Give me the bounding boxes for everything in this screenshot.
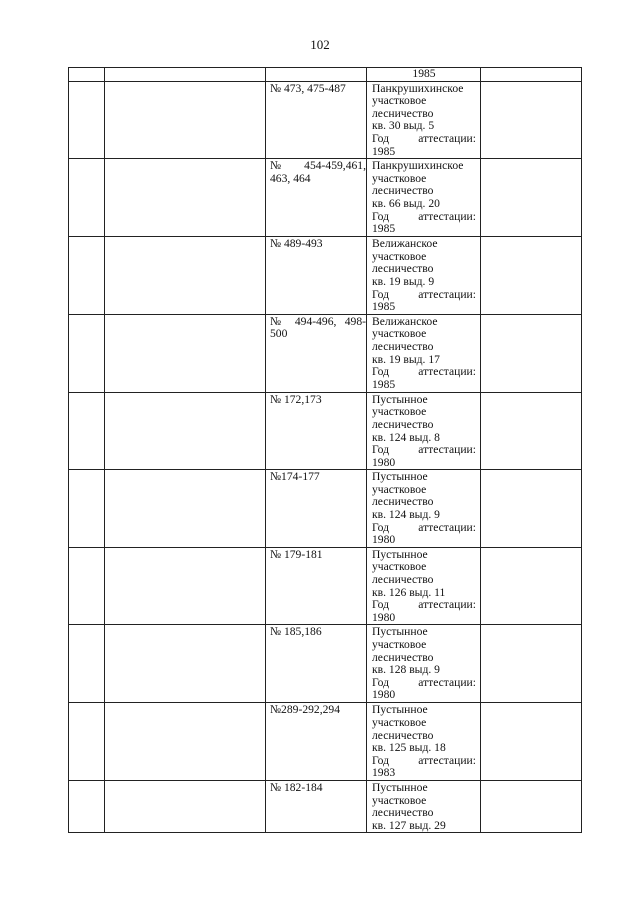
cell-name	[105, 470, 266, 548]
cell-notes	[481, 703, 582, 781]
location-line: лесничество	[372, 495, 434, 509]
cell-index	[69, 314, 105, 392]
location-line: лесничество	[372, 417, 434, 431]
location-line: лесничество	[372, 650, 434, 664]
cell-notes	[481, 237, 582, 315]
cell-index	[69, 81, 105, 159]
cell-name	[105, 159, 266, 237]
attestation-year: 1985	[372, 300, 396, 314]
cell-numbers	[266, 780, 367, 832]
monument-numbers: №289-292,294	[270, 703, 340, 717]
location-line: участковое	[372, 94, 427, 108]
cell-name	[105, 81, 266, 159]
location-line: Пустынное	[372, 470, 428, 484]
location-line: участковое	[372, 793, 427, 807]
location-line: кв. 19 выд. 9	[372, 274, 435, 288]
cell-notes	[481, 314, 582, 392]
attestation-label: Год аттестации:	[372, 753, 476, 767]
monument-numbers: № 172,173	[270, 392, 322, 406]
cell-location	[367, 314, 481, 392]
location-line: Панкрушихинское	[372, 81, 464, 95]
cell-numbers	[266, 159, 367, 237]
attestation-year: 1980	[372, 688, 396, 702]
location-line: Велижанское	[372, 314, 438, 328]
location-line: участковое	[372, 716, 427, 729]
location-line: кв. 30 выд. 5	[372, 119, 435, 133]
cell-numbers	[266, 547, 367, 625]
cell-name	[105, 780, 266, 832]
attestation-label: Год аттестации:	[372, 675, 476, 689]
location-line: участковое	[372, 171, 427, 185]
attestation-label: Год аттестации:	[372, 520, 476, 534]
attestation-year: 1980	[372, 455, 396, 469]
attestation-label: Год аттестации:	[372, 131, 476, 145]
location-line: лесничество	[372, 339, 434, 353]
location-line: лесничество	[372, 184, 434, 198]
table-body	[69, 68, 582, 833]
cell-location	[367, 625, 481, 703]
table-row	[69, 237, 582, 315]
attestation-label: Год аттестации:	[372, 598, 476, 612]
table-row	[69, 470, 582, 548]
location-line: кв. 66 выд. 20	[372, 196, 440, 210]
location-line: лесничество	[372, 806, 434, 820]
location-line: кв. 124 выд. 8	[372, 430, 440, 444]
location-line: Велижанское	[372, 237, 438, 251]
location-line: кв. 126 выд. 11	[372, 585, 446, 599]
cell-notes	[481, 780, 582, 832]
table-row	[69, 703, 582, 781]
attestation-year: 1985	[372, 144, 396, 158]
cell-location	[367, 703, 481, 781]
location-line: Пустынное	[372, 547, 428, 561]
location-line: участковое	[372, 638, 427, 651]
attestation-label: Год аттестации:	[372, 365, 476, 379]
location-line: Пустынное	[372, 703, 428, 717]
cell-index	[69, 625, 105, 703]
cell-location: 1985	[367, 68, 481, 82]
cell-index	[69, 392, 105, 470]
cell-notes	[481, 470, 582, 548]
cell-numbers	[266, 625, 367, 703]
cell-location	[367, 470, 481, 548]
table-row	[69, 780, 582, 832]
cell-notes	[481, 68, 582, 82]
table-row	[69, 392, 582, 470]
cell-index	[69, 547, 105, 625]
cell-notes	[481, 159, 582, 237]
cell-index	[69, 68, 105, 82]
table-row	[69, 547, 582, 625]
location-line: Пустынное	[372, 780, 428, 794]
cell-numbers	[266, 703, 367, 781]
cell-location	[367, 237, 481, 315]
cell-name	[105, 703, 266, 781]
cell-index	[69, 703, 105, 781]
attestation-year: 1980	[372, 610, 396, 624]
location-line: лесничество	[372, 262, 434, 276]
location-line: Панкрушихинское	[372, 159, 464, 173]
cell-numbers	[266, 314, 367, 392]
cell-name	[105, 68, 266, 82]
attestation-year: 1985	[372, 222, 396, 236]
cell-numbers	[266, 237, 367, 315]
attestation-label: Год аттестации:	[372, 443, 476, 457]
table-row	[69, 81, 582, 159]
monument-numbers: № 489-493	[270, 237, 323, 251]
cell-name	[105, 547, 266, 625]
cell-name	[105, 314, 266, 392]
cell-numbers	[266, 68, 367, 82]
monument-numbers: №174-177	[270, 470, 320, 484]
location-line: участковое	[372, 482, 427, 496]
location-line: лесничество	[372, 106, 434, 120]
location-line: участковое	[372, 405, 427, 419]
location-line: Пустынное	[372, 625, 428, 639]
carry-over-row	[69, 68, 582, 82]
location-line: Пустынное	[372, 392, 428, 406]
monument-numbers: № 473, 475-487	[270, 81, 346, 95]
cell-location	[367, 81, 481, 159]
cell-name	[105, 237, 266, 315]
table-row	[69, 159, 582, 237]
attestation-year: 1983	[372, 766, 396, 780]
location-line: кв. 127 выд. 29	[372, 818, 446, 832]
cell-location	[367, 780, 481, 832]
page-number: 102	[310, 37, 330, 52]
location-line: лесничество	[372, 573, 434, 587]
cell-index	[69, 470, 105, 548]
location-line: кв. 128 выд. 9	[372, 663, 440, 677]
attestation-year: 1980	[372, 533, 396, 547]
cell-location	[367, 392, 481, 470]
monument-numbers: № 494-496, 498-500	[270, 314, 366, 341]
cell-name	[105, 392, 266, 470]
monument-numbers: № 185,186	[270, 625, 322, 639]
location-line: лесничество	[372, 728, 434, 742]
location-line: участковое	[372, 327, 427, 341]
cell-name	[105, 625, 266, 703]
location-line: участковое	[372, 560, 427, 574]
monument-numbers: № 182-184	[270, 780, 323, 794]
cell-numbers	[266, 470, 367, 548]
registry-table	[68, 67, 582, 833]
cell-location	[367, 159, 481, 237]
cell-notes	[481, 547, 582, 625]
cell-notes	[481, 81, 582, 159]
table-row	[69, 314, 582, 392]
monument-numbers: № 179-181	[270, 547, 323, 561]
location-line: участковое	[372, 249, 427, 263]
table-row	[69, 625, 582, 703]
cell-numbers	[266, 81, 367, 159]
cell-notes	[481, 392, 582, 470]
location-line: кв. 19 выд. 17	[372, 352, 440, 366]
attestation-label: Год аттестации:	[372, 209, 476, 223]
location-line: кв. 125 выд. 18	[372, 741, 446, 755]
cell-notes	[481, 625, 582, 703]
attestation-year: 1985	[372, 377, 396, 391]
cell-index	[69, 159, 105, 237]
cell-location	[367, 547, 481, 625]
location-line: кв. 124 выд. 9	[372, 508, 440, 522]
monument-numbers: № 454-459,461, 463, 464	[270, 159, 366, 185]
attestation-label: Год аттестации:	[372, 287, 476, 301]
cell-index	[69, 780, 105, 832]
cell-index	[69, 237, 105, 315]
cell-numbers	[266, 392, 367, 470]
